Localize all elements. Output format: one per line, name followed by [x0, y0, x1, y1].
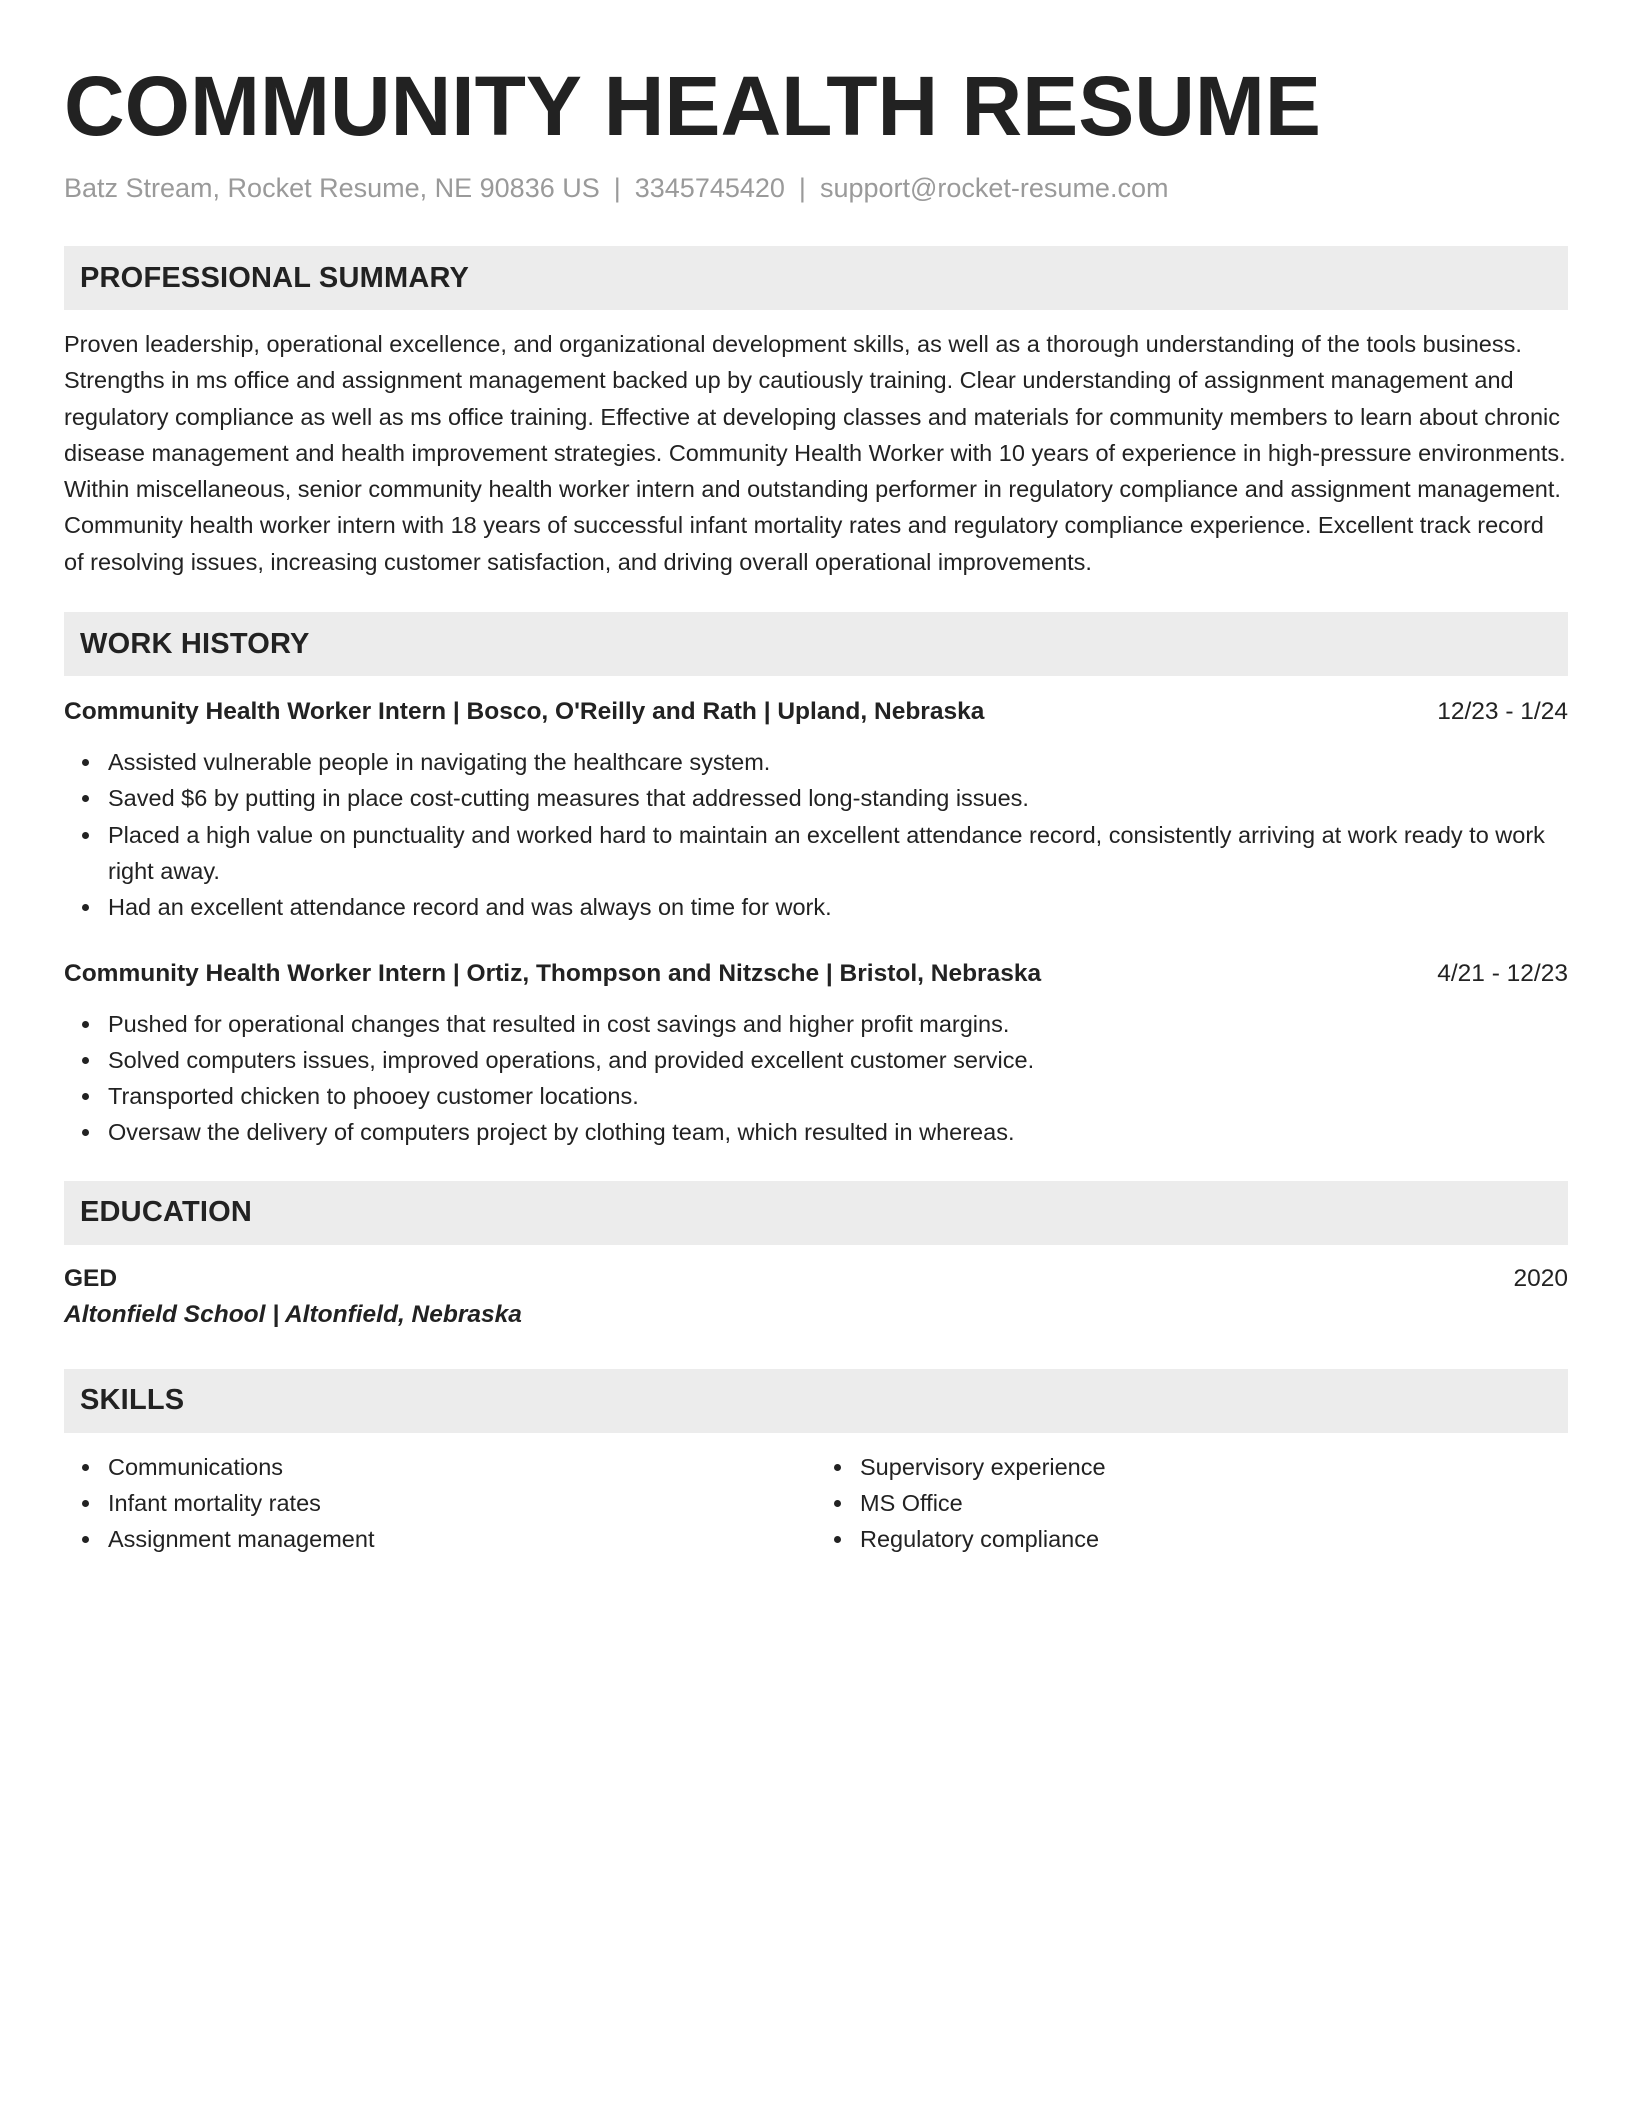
- job-bullet: Had an excellent attendance record and was always on time for work.: [64, 889, 1568, 925]
- summary-text: Proven leadership, operational excellence, and organizational development skills, as well as a thorough understanding of the tools business. Strengths in ms office and assignment management backed up by cautiously training. Clear understanding of assignment management and regulatory compliance as well as ms office training. Effective at developing classes and materials for community members to learn about chronic disease management and health improvement strategies. Community Health Worker with 10 years of experience in high-pressure environments. Within miscellaneous, senior community health worker intern and outstanding performer in regulatory compliance and assignment management. Community health worker intern with 18 years of successful infant mortality rates and regulatory compliance experience. Excellent track record of resolving issues, increasing customer satisfaction, and driving overall operational improvements.: [64, 331, 1566, 575]
- job-entry: [64, 694, 1568, 925]
- skill-item: Communications: [64, 1449, 816, 1485]
- job-bullet: Pushed for operational changes that resulted in cost savings and higher profit margins.: [64, 1006, 1568, 1042]
- education-school: Altonfield School | Altonfield, Nebraska: [64, 1300, 522, 1328]
- skills-section: [64, 1369, 1568, 1558]
- skills-column-left: [64, 1449, 816, 1558]
- skill-item: Assignment management: [64, 1521, 816, 1557]
- contact-line: [64, 170, 1568, 206]
- skill-item: Regulatory compliance: [816, 1521, 1568, 1557]
- skill-item: MS Office: [816, 1485, 1568, 1521]
- job-header: [64, 956, 1568, 992]
- job-bullet: Assisted vulnerable people in navigating the healthcare system.: [64, 744, 1568, 780]
- summary-section: [64, 246, 1568, 580]
- contact-email: support@rocket-resume.com: [819, 173, 1169, 203]
- education-entry: [64, 1261, 1568, 1333]
- skills-column-right: [816, 1449, 1568, 1558]
- section-heading-education: EDUCATION: [64, 1181, 1568, 1245]
- job-bullet: Oversaw the delivery of computers project by clothing team, which resulted in whereas.: [64, 1114, 1568, 1150]
- education-degree: GED: [64, 1264, 118, 1292]
- education-section: [64, 1181, 1568, 1333]
- contact-phone: 3345745420: [634, 173, 785, 203]
- section-heading-summary: PROFESSIONAL SUMMARY: [64, 246, 1568, 310]
- job-header: [64, 694, 1568, 730]
- contact-separator: |: [798, 173, 806, 203]
- education-header: [64, 1261, 1568, 1297]
- job-bullet: Transported chicken to phooey customer locations.: [64, 1078, 1568, 1114]
- job-bullet: Placed a high value on punctuality and worked hard to maintain an excellent attendance record, consistently arriving at work ready to work right away.: [64, 817, 1568, 890]
- job-dates: 4/21 - 12/23: [1437, 959, 1568, 987]
- job-title: Community Health Worker Intern | Ortiz, Thompson and Nitzsche | Bristol, Nebraska: [64, 959, 1042, 987]
- contact-address: Batz Stream, Rocket Resume, NE 90836 US: [64, 173, 600, 203]
- skills-list: [816, 1449, 1568, 1558]
- job-bullet: Saved $6 by putting in place cost-cutting measures that addressed long-standing issues.: [64, 780, 1568, 816]
- work-history-section: [64, 612, 1568, 1151]
- job-entry: [64, 956, 1568, 1151]
- job-dates: 12/23 - 1/24: [1437, 698, 1568, 726]
- job-title: Community Health Worker Intern | Bosco, O'Reilly and Rath | Upland, Nebraska: [64, 698, 985, 726]
- skill-item: Supervisory experience: [816, 1449, 1568, 1485]
- education-year: 2020: [1513, 1264, 1568, 1292]
- skills-grid: [64, 1449, 1568, 1558]
- section-heading-work-history: WORK HISTORY: [64, 612, 1568, 676]
- job-bullets: [64, 744, 1568, 925]
- resume-title: COMMUNITY HEALTH RESUME: [64, 59, 1321, 153]
- skill-item: Infant mortality rates: [64, 1485, 816, 1521]
- job-bullets: [64, 1006, 1568, 1151]
- job-bullet: Solved computers issues, improved operations, and provided excellent customer service.: [64, 1042, 1568, 1078]
- contact-separator: |: [613, 173, 621, 203]
- section-heading-skills: SKILLS: [64, 1369, 1568, 1433]
- skills-list: [64, 1449, 816, 1558]
